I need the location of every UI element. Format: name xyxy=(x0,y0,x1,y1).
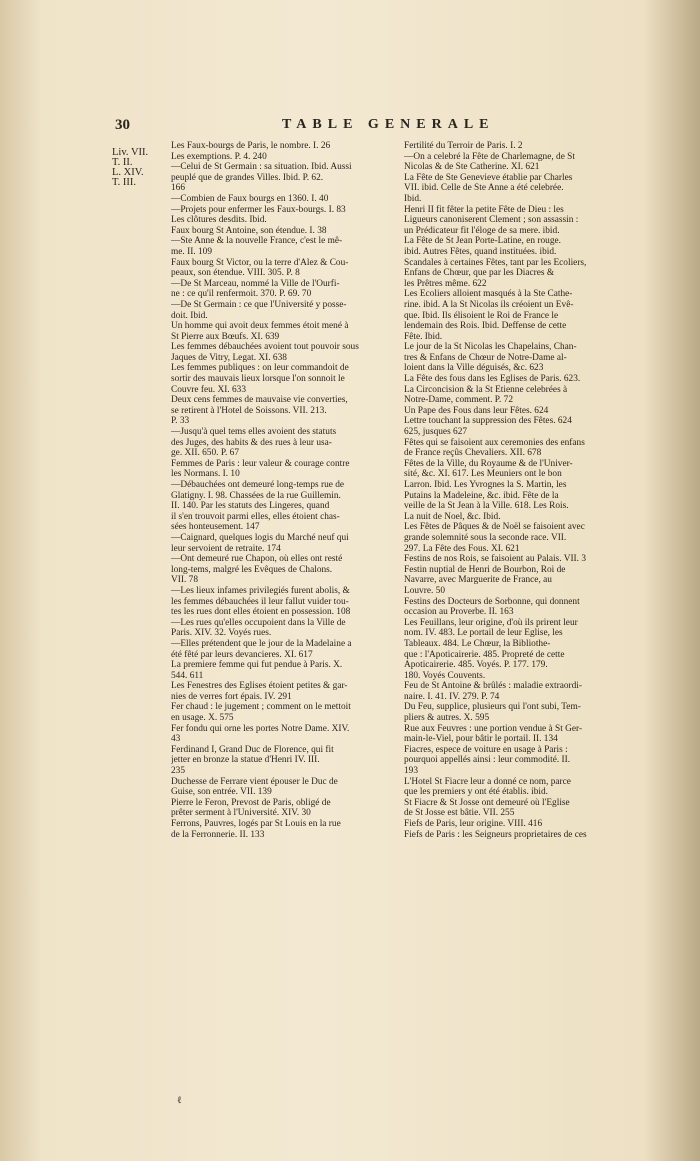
page-number: 30 xyxy=(115,117,130,133)
index-line: Couvre feu. XI. 633 xyxy=(171,384,246,395)
index-line: 544. 611 xyxy=(171,670,204,681)
index-line: —Ont demeuré rue Chapon, où elles ont resté xyxy=(171,554,343,565)
index-line: Fer chaud : le jugement ; comment on le mettoit xyxy=(171,702,351,713)
index-line: nies de verres fort épais. IV. 291 xyxy=(171,691,292,702)
margin-note: T. II. xyxy=(112,157,133,168)
index-line: Glatigny. I. 98. Chassées de la rue Guillemin. xyxy=(171,490,341,501)
index-line: sortir des mauvais lieux lorsque l'on sonnoit le xyxy=(171,374,345,385)
index-line: peaux, son étendue. VIII. 305. P. 8 xyxy=(171,268,300,279)
index-line: St Fiacre & St Josse ont demeuré où l'Eglise xyxy=(404,797,570,808)
index-line: 297. La Fête des Fous. XI. 621 xyxy=(404,543,520,554)
index-column-right xyxy=(404,141,628,840)
index-line: Faux bourg St Antoine, son étendue. I. 38 xyxy=(171,225,327,236)
index-line: Un homme qui avoit deux femmes étoit mené à xyxy=(171,321,349,332)
index-line: occasion au Proverbe. II. 163 xyxy=(404,607,514,618)
index-line: Putains la Madeleine, &c. ibid. Fête de la xyxy=(404,490,559,501)
index-line: —Elles prétendent que le jour de la Madelaine a xyxy=(171,638,352,649)
index-line: Larron. Ibid. Les Yvrognes la S. Martin, les xyxy=(404,480,567,490)
index-line: Festins de nos Rois, se faisoient au Palais. VII. 3 xyxy=(404,554,587,565)
index-line: Femmes de Paris : leur valeur & courage contre xyxy=(171,458,350,469)
index-line: La premiere femme qui fut pendue à Paris. X. xyxy=(171,660,343,671)
index-line: Rue aux Feuvres : une portion vendue à St Ger- xyxy=(404,723,583,734)
index-line: II. 140. Par les statuts des Lingeres, quand xyxy=(171,501,330,512)
index-line: Les femmes débauchées avoient tout pouvoir sous xyxy=(171,342,359,353)
margin-note: T. III. xyxy=(112,177,136,188)
index-line: Les Faux-bourgs de Paris, le nombre. I. 26 xyxy=(171,141,331,151)
index-line: veille de la St Jean à la Ville. 618. Les Rois. xyxy=(404,501,569,512)
index-line: Ligueurs canoniserent Clement ; son assassin : xyxy=(404,215,579,226)
index-line: —Les rues qu'elles occupoient dans la Ville de xyxy=(171,617,346,628)
index-line: 43 xyxy=(171,734,181,745)
index-line: Feu de St Antoine & brûlés : maladie extraordi- xyxy=(404,681,583,692)
index-line: Les femmes publiques : on leur commandoit de xyxy=(171,363,349,374)
index-line: ge. XII. 650. P. 67 xyxy=(171,448,239,459)
index-line: Festins des Docteurs de Sorbonne, qui donnent xyxy=(404,596,580,607)
index-line: Fiefs de Paris, leur origine. VIII. 416 xyxy=(404,819,543,829)
index-line: 180. Voyés Couvents. xyxy=(404,670,486,681)
index-line: pliers & autres. X. 595 xyxy=(404,713,490,724)
index-line: P. 33 xyxy=(171,416,190,427)
index-line: se retirent à l'Hotel de Soissons. VII. 213. xyxy=(171,405,327,416)
index-line: rine. ibid. A la St Nicolas ils créoient un Evê- xyxy=(404,299,574,310)
index-line: prêter serment à l'Université. XIV. 30 xyxy=(171,808,311,819)
index-line: grande solemnité sous la seconde race. VII. xyxy=(404,532,567,543)
index-line: Lettre touchant la suppression des Fêtes. 624 xyxy=(404,416,572,427)
index-line: un Prédicateur fit l'éloge de sa mere. ibid. xyxy=(404,225,560,236)
index-line: 193 xyxy=(404,766,419,777)
index-line: tres & Enfans de Chœur de Notre-Dame al- xyxy=(404,352,567,363)
index-line: 235 xyxy=(171,766,186,777)
index-line: —Caignard, quelques logis du Marché neuf qui xyxy=(171,532,349,543)
index-line: Apoticairerie. 485. Voyés. P. 177. 179. xyxy=(404,660,548,671)
index-line: Faux bourg St Victor, ou la terre d'Alez & Cou- xyxy=(171,257,349,268)
index-line: naire. I. 41. IV. 279. P. 74 xyxy=(404,691,500,702)
index-column-left xyxy=(171,141,398,840)
index-line: Scandales à certaines Fêtes, tant par les Ecoliers, xyxy=(404,257,587,268)
index-line: —Jusqu'à quel tems elles avoient des statuts xyxy=(171,427,337,438)
index-line: Festin nuptial de Henri de Bourbon, Roi de xyxy=(404,564,566,575)
index-line: VII. 78 xyxy=(171,575,198,586)
index-line: L'Hotel St Fiacre leur a donné ce nom, parce xyxy=(404,776,571,787)
index-line: Tableaux. 484. Le Chœur, la Bibliothe- xyxy=(404,638,551,649)
index-line: Enfans de Chœur, que par les Diacres & xyxy=(404,268,555,279)
signature-mark: ℓ xyxy=(177,1095,182,1106)
index-line: Fertilité du Terroir de Paris. I. 2 xyxy=(404,141,523,151)
index-line: en usage. X. 575 xyxy=(171,713,234,724)
index-line: peuplé que de grandes Villes. Ibid. P. 62. xyxy=(171,172,324,183)
index-line: Les Fêtes de Pâques & de Noël se faisoient avec xyxy=(404,522,585,533)
index-line: Deux cens femmes de mauvaise vie converties, xyxy=(171,395,348,406)
index-line: été fêté par leurs devancieres. XI. 617 xyxy=(171,649,313,660)
index-line: nom. IV. 483. Le portail de leur Eglise, les xyxy=(404,628,563,639)
index-line: les femmes débauchées il leur fallut vuider tou- xyxy=(171,596,349,607)
index-line: sité, &c. XI. 617. Les Meuniers ont le bon xyxy=(404,469,562,480)
index-line: —Les lieux infames privilegiés furent abolis, & xyxy=(171,585,350,596)
index-line: de la Ferronnerie. II. 133 xyxy=(171,829,265,840)
index-line: Fiacres, espece de voiture en usage à Paris : xyxy=(404,744,568,755)
index-line: Navarre, avec Marguerite de France, au xyxy=(404,575,552,586)
index-line: il s'en trouvoit parmi elles, elles étoient chas- xyxy=(171,511,340,522)
index-line: Fer fondu qui orne les portes Notre Dame. XIV. xyxy=(171,723,350,734)
index-line: Nicolas & de Ste Catherine. XI. 621 xyxy=(404,162,540,173)
index-line: lendemain des Rois. Ibid. Deffense de cette xyxy=(404,321,567,332)
page-header xyxy=(0,117,700,137)
margin-note: L. XIV. xyxy=(112,167,144,178)
index-line: —Projets pour enfermer les Faux-bourgs. I. 83 xyxy=(171,204,346,215)
index-line: ibid. Autres Fêtes, quand instituées. ibid. xyxy=(404,246,557,257)
index-line: Les Fenestres des Eglises étoient petites & gar- xyxy=(171,681,348,692)
index-line: doit. Ibid. xyxy=(171,310,208,321)
index-line: que. Ibid. Ils élisoient le Roi de France le xyxy=(404,310,559,321)
index-line: —De St Germain : ce que l'Université y posse- xyxy=(171,299,347,310)
index-line: Ibid. xyxy=(404,193,422,204)
index-line: Les Ecoliers alloient masqués à la Ste Cathe- xyxy=(404,289,573,300)
index-line: —Celui de St Germain : sa situation. Ibid. Aussi xyxy=(171,162,352,173)
index-line: Ferdinand I, Grand Duc de Florence, qui fit xyxy=(171,744,334,755)
index-line: La Fête des fous dans les Eglises de Paris. 623. xyxy=(404,374,581,385)
index-line: Les exemptions. P. 4. 240 xyxy=(171,151,267,162)
index-line: —De St Marceau, nommé la Ville de l'Ourfi- xyxy=(171,278,340,289)
index-line: les Prêtres même. 622 xyxy=(404,278,487,289)
index-line: VII. ibid. Celle de Ste Anne a été celebrée. xyxy=(404,183,564,194)
index-line: Notre-Dame, comment. P. 72 xyxy=(404,395,513,406)
index-line: de St Josse est bâtie. VII. 255 xyxy=(404,808,515,819)
index-line: Le jour de la St Nicolas les Chapelains, Chan- xyxy=(404,342,577,353)
index-line: St Pierre aux Bœufs. XI. 639 xyxy=(171,331,280,342)
index-line: que les premiers y ont été établis. ibid. xyxy=(404,787,549,798)
index-line: La Fête de St Jean Porte-Latine, en rouge. xyxy=(404,236,561,247)
index-line: pourquoi appellés ainsi : leur commodité. II. xyxy=(404,755,571,766)
index-line: —Ste Anne & la nouvelle France, c'est le mê- xyxy=(171,236,343,247)
index-line: Jaques de Vitry, Legat. XI. 638 xyxy=(171,352,287,363)
index-line: ne : ce qu'il renfermoit. 370. P. 69. 70 xyxy=(171,289,312,300)
index-line: sées honteusement. 147 xyxy=(171,522,260,533)
index-line: Guise, son entrée. VII. 139 xyxy=(171,787,272,798)
index-line: 166 xyxy=(171,183,186,194)
index-line: Henri II fit fêter la petite Fête de Dieu : les xyxy=(404,204,564,215)
index-line: Fiefs de Paris : les Seigneurs proprietaires de ces xyxy=(404,829,587,840)
index-line: de France reçûs Chevaliers. XII. 678 xyxy=(404,448,542,459)
index-line: loient dans la Ville déguisés, &c. 623 xyxy=(404,363,544,374)
index-line: Louvre. 50 xyxy=(404,585,445,596)
index-line: les Normans. I. 10 xyxy=(171,469,240,480)
index-line: jetter en bronze la statue d'Henri IV. III. xyxy=(171,755,320,766)
index-line: —Débauchées ont demeuré long-temps rue de xyxy=(171,480,345,490)
index-line: Fêtes qui se faisoient aux ceremonies des enfans xyxy=(404,437,585,448)
index-line: que : l'Apoticairerie. 485. Propreté de cette xyxy=(404,649,565,660)
index-line: me. II. 109 xyxy=(171,246,212,257)
index-line: des Juges, des habits & des rues à leur usa- xyxy=(171,437,332,448)
index-line: Fêtes de la Ville, du Royaume & de l'Univer- xyxy=(404,458,573,469)
index-line: tes les rues dont elles étoient en possession. 108 xyxy=(171,607,351,618)
index-line: —On a celebré la Fête de Charlemagne, de St xyxy=(404,151,575,162)
index-line: Du Feu, supplice, plusieurs qui l'ont subi, Tem- xyxy=(404,702,581,713)
index-line: Paris. XIV. 32. Voyés rues. xyxy=(171,628,272,639)
margin-notes xyxy=(112,148,148,188)
index-line: leur servoient de retraite. 174 xyxy=(171,543,281,554)
index-line: Duchesse de Ferrare vient épouser le Duc de xyxy=(171,776,338,787)
index-line: main-le-Viel, pour bâtir le portail. II. 134 xyxy=(404,734,558,745)
index-line: Pierre le Feron, Prevost de Paris, obligé de xyxy=(171,797,331,808)
index-line: La nuit de Noel, &c. Ibid. xyxy=(404,511,501,522)
index-line: —Combien de Faux bourgs en 1360. I. 40 xyxy=(171,193,329,204)
index-line: La Circoncision & la St Etienne celebrées à xyxy=(404,384,568,395)
margin-note: Liv. VII. xyxy=(112,147,149,158)
index-line: Un Pape des Fous dans leur Fêtes. 624 xyxy=(404,405,549,416)
index-line: Ferrons, Pauvres, logés par St Louis en la rue xyxy=(171,819,341,829)
index-line: 625, jusques 627 xyxy=(404,427,468,438)
index-line: Fête. Ibid. xyxy=(404,331,443,342)
index-line: Les Feuillans, leur origine, d'où ils prirent leur xyxy=(404,617,578,628)
index-line: Les clôtures desdits. Ibid. xyxy=(171,215,267,226)
index-line: La Fête de Ste Genevieve établie par Charles xyxy=(404,172,573,183)
index-line: long-tems, malgré les Evêques de Chalons. xyxy=(171,564,333,575)
running-title: TABLE GENERALE xyxy=(282,117,495,132)
